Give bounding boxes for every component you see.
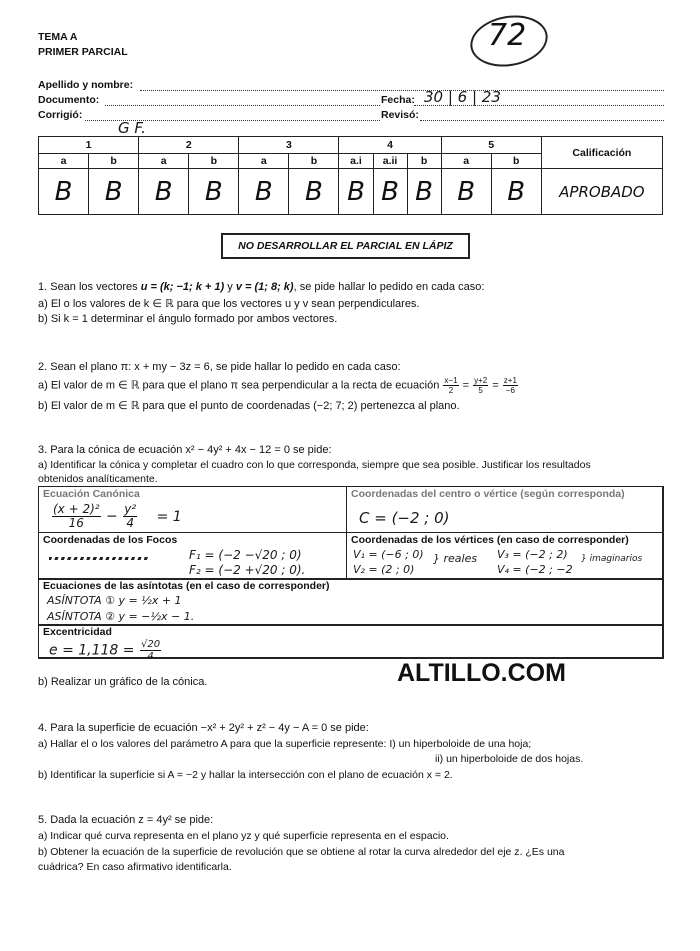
vertice-4: V₄ = (−2 ; −2 [497, 563, 573, 576]
fecha-value: 30 | 6 | 23 [424, 88, 501, 106]
score-group-1: 1 [39, 137, 139, 154]
cell-excentricidad [38, 624, 664, 662]
ecuacion-num-1: (x + 2)² [53, 502, 100, 516]
score-subheader: b [491, 154, 541, 169]
q1-and: y [227, 281, 233, 293]
score-mark: B [139, 169, 189, 215]
score-subheader: a [239, 154, 289, 169]
score-subheader: a [39, 154, 89, 169]
focos-label: Coordenadas de los Focos [43, 534, 178, 546]
excentricidad-frac [140, 639, 161, 662]
centro-value: C = (−2 ; 0) [359, 509, 450, 527]
q2-frac-y-den: 5 [478, 386, 483, 395]
q5-part-b-line2: cuádrica? En caso afirmativo identificarla. [38, 861, 232, 873]
foco-1: F₁ = (−2 −√20 ; 0) [189, 548, 302, 562]
ecuacion-canonica-label: Ecuación Canónica [43, 488, 140, 500]
reviso-label: Revisó: [381, 109, 419, 121]
q3-intro: 3. Para la cónica de ecuación x² − 4y² + 4x − 12 = 0 se pide: [38, 444, 332, 456]
ecuacion-rhs: = 1 [156, 508, 182, 525]
q4-intro: 4. Para la superficie de ecuación −x² + 2y² + z² − 4y − A = 0 se pide: [38, 722, 369, 734]
ecuacion-frac-2 [123, 503, 137, 530]
q1-tail: , se pide hallar lo pedido en cada caso: [293, 281, 485, 293]
cell-focos [38, 532, 347, 580]
q4-part-a-ii: ii) un hiperboloide de dos hojas. [435, 753, 584, 765]
reviso-line [420, 120, 664, 121]
asintota-2: ASÍNTOTA ② y = −½x − 1. [47, 610, 195, 623]
excentricidad-value [49, 639, 162, 662]
q2-frac-y-num: y+2 [474, 376, 488, 385]
foco-2: F₂ = (−2 +√20 ; 0). [189, 563, 306, 577]
score-subheader: b [189, 154, 239, 169]
watermark-altillo: ALTILLO.COM [397, 659, 566, 687]
score-mark: B [39, 169, 89, 215]
vertices-reales-note: } reales [433, 552, 478, 565]
excentricidad-decimal: e = 1,118 = [49, 642, 135, 659]
apellido-line [140, 90, 664, 91]
calificacion-header: Calificación [541, 137, 662, 169]
excentricidad-label: Excentricidad [43, 626, 112, 638]
score-mark: B [491, 169, 541, 215]
vertices-imaginarios-note: } imaginarios [581, 554, 643, 564]
score-mark: B [373, 169, 407, 215]
exam-theme: TEMA A [38, 31, 78, 43]
calificacion-value: APROBADO [541, 169, 662, 215]
cell-ecuacion-canonica [38, 486, 347, 533]
score-table [38, 136, 663, 215]
score-group-5: 5 [441, 137, 541, 154]
score-subheader: a.ii [373, 154, 407, 169]
ecuacion-minus: − [106, 508, 118, 525]
q2-frac-x [443, 376, 458, 395]
score-mark: B [89, 169, 139, 215]
q2-frac-z-num: z+1 [503, 376, 517, 385]
conic-table [38, 486, 663, 662]
ecuacion-canonica-value [51, 503, 182, 530]
q2-frac-z-den: −6 [505, 386, 515, 395]
q3-part-a-line1: a) Identificar la cónica y completar el cuadro con lo que corresponda, siempre que sea posible. Justificar los resultados [38, 459, 591, 471]
apellido-label: Apellido y nombre: [38, 79, 134, 91]
centro-label: Coordenadas del centro o vértice (según corresponda) [351, 488, 625, 500]
score-mark: B [289, 169, 339, 215]
q2-frac-x-den: 2 [448, 386, 454, 395]
excentricidad-num: √20 [140, 639, 161, 650]
q2-frac-z [503, 376, 518, 395]
excentricidad-den: 4 [147, 651, 154, 662]
q2-part-a [38, 376, 519, 395]
score-mark: B [407, 169, 441, 215]
q1-intro [38, 281, 484, 293]
q2-part-b: b) El valor de m ∈ ℝ para que el punto de coordenadas (−2; 7; 2) pertenezca al plano. [38, 400, 460, 412]
q5-part-a: a) Indicar qué curva representa en el plano yz y qué superficie representa en el espacio. [38, 830, 449, 842]
asintota-1: ASÍNTOTA ① y = ½x + 1 [47, 594, 182, 607]
ecuacion-den-1: 16 [68, 516, 84, 530]
score-subheader: a.i [339, 154, 373, 169]
vertices-label: Coordenadas de los vértices (en caso de corresponder) [351, 534, 629, 546]
q4-part-a: a) Hallar el o los valores del parámetro A para que la superficie represente: I) un hiperboloide de una hoja; [38, 738, 532, 750]
q3-part-b: b) Realizar un gráfico de la cónica. [38, 676, 208, 688]
q5-part-b-line1: b) Obtener la ecuación de la superficie de revolución que se obtiene al rotar la curva alrededor del eje z. ¿Es una [38, 846, 565, 858]
grade-value: 72 [488, 18, 527, 53]
score-mark: B [189, 169, 239, 215]
asintotas-label: Ecuaciones de las asíntotas (en el caso de corresponder) [43, 580, 330, 592]
fecha-label: Fecha: [381, 94, 415, 106]
focos-scribble [49, 557, 149, 560]
q2-eq-1: = [462, 379, 470, 392]
corrigio-label: Corrigió: [38, 109, 83, 121]
score-group-3: 3 [239, 137, 339, 154]
q2-frac-x-num: x−1 [444, 376, 458, 385]
score-subheader: b [289, 154, 339, 169]
ecuacion-frac-1 [52, 503, 101, 530]
q4-part-b: b) Identificar la superficie si A = −2 y hallar la intersección con el plano de ecuación x = 2. [38, 769, 453, 781]
q5-intro: 5. Dada la ecuación z = 4y² se pide: [38, 814, 214, 826]
vertice-2: V₂ = (2 ; 0) [353, 563, 415, 576]
q1-intro-text: 1. Sean los vectores [38, 281, 138, 293]
score-group-4: 4 [339, 137, 441, 154]
q1-part-a: a) El o los valores de k ∈ ℝ para que los vectores u y v sean perpendiculares. [38, 298, 420, 310]
pencil-warning: NO DESARROLLAR EL PARCIAL EN LÁPIZ [221, 233, 470, 259]
q2-part-a-text: a) El valor de m ∈ ℝ para que el plano π sea perpendicular a la recta de ecuación [38, 379, 440, 392]
cell-vertices [346, 532, 664, 580]
score-mark: B [339, 169, 373, 215]
score-subheader: b [407, 154, 441, 169]
cell-asintotas [38, 578, 664, 626]
score-subheader: b [89, 154, 139, 169]
documento-line [105, 105, 380, 106]
q2-frac-y [473, 376, 488, 395]
ecuacion-den-2: 4 [126, 516, 135, 530]
score-subheader: a [441, 154, 491, 169]
score-mark: B [441, 169, 491, 215]
exam-title: PRIMER PARCIAL [38, 46, 128, 58]
q1-part-b: b) Si k = 1 determinar el ángulo formado por ambos vectores. [38, 313, 338, 325]
q3-part-a-line2: obtenidos analíticamente. [38, 473, 158, 485]
q1-vector-v: v = (1; 8; k) [235, 281, 294, 293]
vertice-1: V₁ = (−6 ; 0) [353, 548, 424, 561]
documento-label: Documento: [38, 94, 100, 106]
vertice-3: V₃ = (−2 ; 2) [497, 548, 568, 561]
corrigio-value: G F. [118, 119, 146, 137]
q1-vector-u: u = (k; −1; k + 1) [140, 281, 225, 293]
ecuacion-num-2: y² [124, 502, 137, 516]
score-subheader: a [139, 154, 189, 169]
cell-centro [346, 486, 664, 533]
q2-eq-2: = [492, 379, 499, 392]
score-group-2: 2 [139, 137, 239, 154]
q2-intro: 2. Sean el plano π: x + my − 3z = 6, se pide hallar lo pedido en cada caso: [38, 361, 401, 373]
score-mark: B [239, 169, 289, 215]
